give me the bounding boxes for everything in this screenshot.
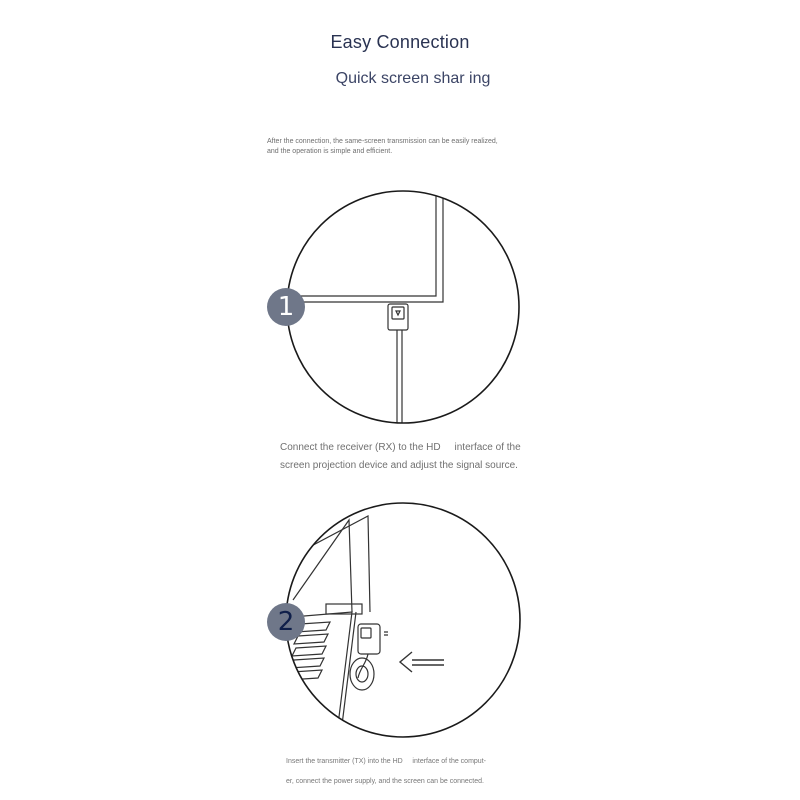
step-2-frame-circle	[286, 503, 520, 737]
step-2-badge: 2	[267, 603, 305, 641]
step-1-badge: 1	[267, 288, 305, 326]
step-2-illustration	[280, 503, 520, 737]
intro-line-1: After the connection, the same-screen transmission can be easily realized,	[267, 138, 498, 145]
step-1-caption	[280, 439, 580, 475]
step-1-caption-line-2: screen projection device and adjust the signal source.	[280, 460, 518, 471]
step-1-caption-line-1: Connect the receiver (RX) to the HD interface of the	[280, 442, 521, 453]
page-subtitle: Quick screen shar ing	[335, 70, 491, 87]
step-2-caption-line-1: Insert the transmitter (TX) into the HD interface of the comput-	[286, 758, 486, 765]
intro-line-2: and the operation is simple and efficient.	[267, 147, 393, 155]
step-2-caption-line-2: er, connect the power supply, and the screen can be connected.	[286, 778, 484, 785]
step-2-caption	[286, 752, 586, 792]
page-title: Easy Connection	[330, 32, 470, 52]
